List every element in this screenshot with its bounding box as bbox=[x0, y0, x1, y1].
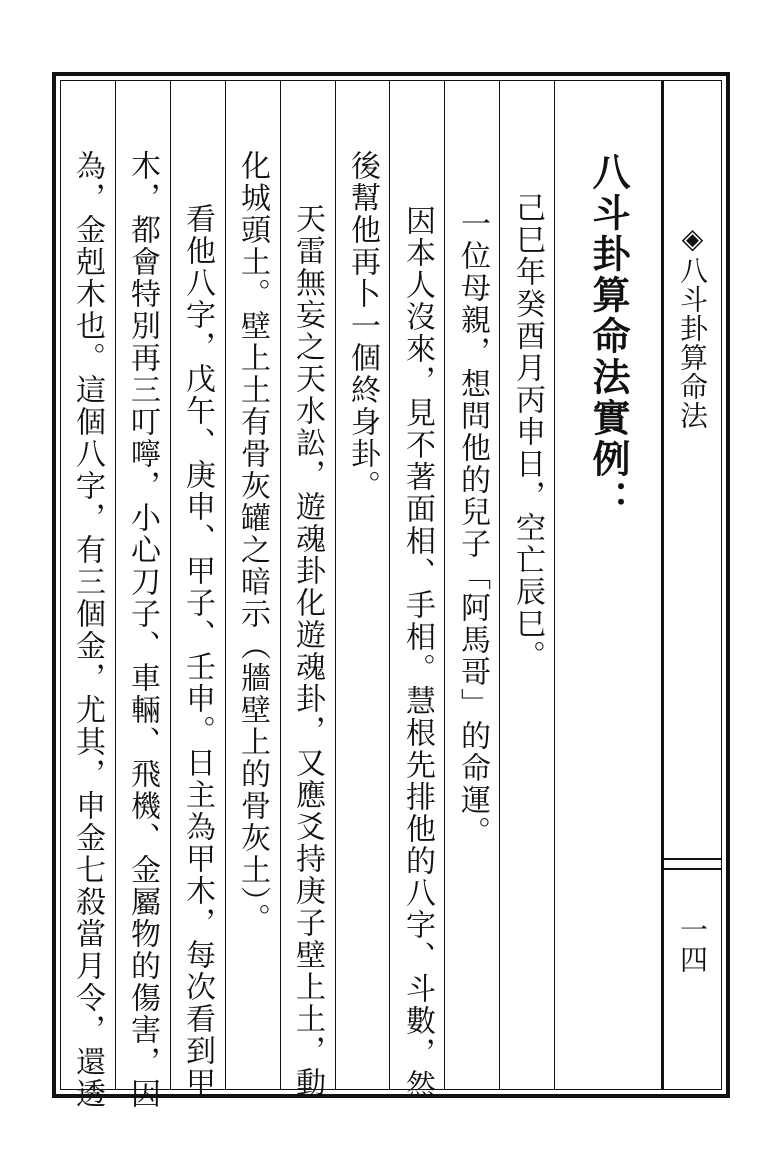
column-rule bbox=[335, 80, 336, 1090]
column-rule bbox=[115, 80, 116, 1090]
column-rule bbox=[499, 80, 500, 1090]
header-rule bbox=[662, 858, 722, 860]
header-divider bbox=[661, 80, 664, 1090]
section-title: 八斗卦算命法實例： bbox=[586, 152, 631, 521]
column-rule bbox=[170, 80, 171, 1090]
body-column-1: 己巳年癸酉月丙申日，空亡辰巳。 bbox=[510, 192, 545, 672]
body-column-8: 木，都會特別再三叮嚀，小心刀子、車輛、飛機、金屬物的傷害，因 bbox=[125, 150, 160, 1110]
column-rule bbox=[225, 80, 226, 1090]
body-column-3: 因本人沒來，見不著面相、手相。慧根先排他的八字、斗數，然 bbox=[400, 205, 435, 1101]
body-column-2: 一位母親，想問他的兒子「阿馬哥」的命運。 bbox=[455, 208, 490, 848]
header-rule bbox=[662, 868, 722, 870]
running-title: ◈八斗卦算命法 bbox=[676, 222, 709, 430]
body-column-7: 看他八字，戊午、庚申、甲子、壬申。日主為甲木，每次看到甲 bbox=[180, 203, 215, 1099]
column-rule bbox=[280, 80, 281, 1090]
page-number: 一四 bbox=[676, 915, 709, 975]
column-rule bbox=[554, 80, 555, 1090]
body-column-4: 後幫他再卜一個終身卦。 bbox=[345, 150, 380, 502]
body-column-9: 為，金剋木也。這個八字，有三個金，尤其，申金七殺當月令，還透 bbox=[70, 150, 105, 1110]
column-rule bbox=[389, 80, 390, 1090]
body-column-6: 化城頭土。壁上土有骨灰罐之暗示（牆壁上的骨灰土）。 bbox=[235, 150, 270, 935]
column-rule bbox=[444, 80, 445, 1090]
body-column-5: 天雷無妄之天水訟，遊魂卦化遊魂卦，又應爻持庚子壁上土，動 bbox=[290, 203, 325, 1099]
